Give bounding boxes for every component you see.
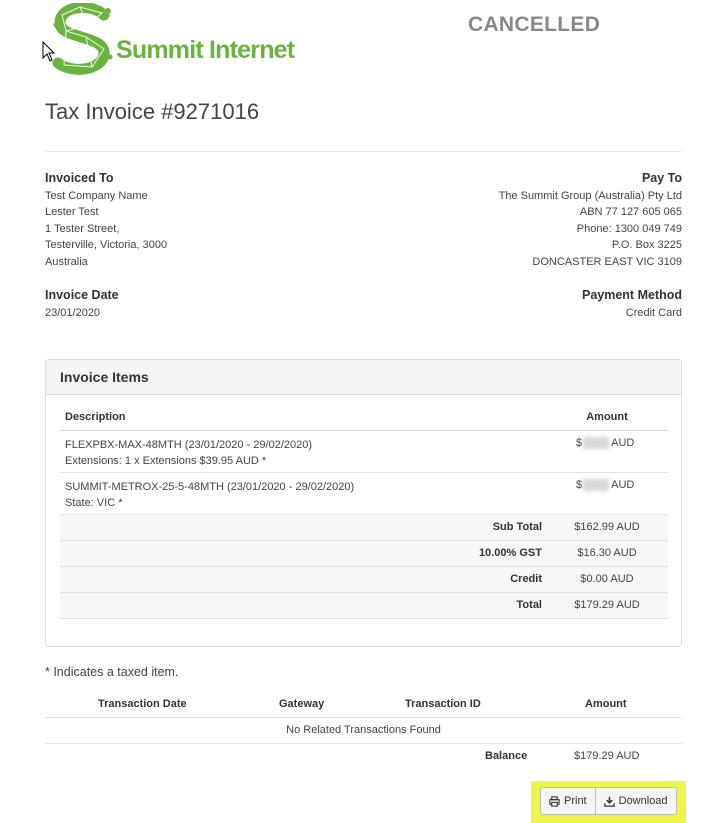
summary-row-total bbox=[60, 593, 668, 619]
pay-to-line: ABN 77 127 605 065 bbox=[579, 206, 682, 219]
transactions-table bbox=[45, 692, 682, 770]
payment-method bbox=[582, 287, 682, 321]
summary-value: $16.30 AUD bbox=[577, 547, 637, 559]
table-row bbox=[60, 473, 668, 515]
table-header-row bbox=[60, 405, 668, 431]
balance-label: Balance bbox=[485, 750, 528, 762]
pay-to-heading: Pay To bbox=[641, 171, 682, 185]
table-header-row bbox=[45, 692, 682, 718]
download-icon bbox=[604, 796, 615, 807]
invoiced-to-line: Test Company Name bbox=[45, 190, 148, 202]
invoiced-to-line: Australia bbox=[45, 255, 88, 268]
column-header-gateway: Gateway bbox=[279, 698, 325, 710]
item-detail: State: VIC * bbox=[65, 497, 123, 509]
brand-name: Summit Internet bbox=[116, 36, 295, 64]
table-row bbox=[45, 718, 682, 744]
invoiced-to-line: 1 Tester Street, bbox=[45, 222, 120, 235]
summary-row-credit bbox=[60, 567, 668, 593]
item-detail: Extensions: 1 x Extensions $39.95 AUD * bbox=[65, 455, 267, 467]
redacted-amount bbox=[583, 437, 609, 449]
title-divider bbox=[45, 151, 682, 152]
action-button-group bbox=[540, 787, 677, 815]
invoice-items-table bbox=[60, 405, 668, 619]
invoice-items-panel bbox=[45, 359, 682, 647]
printer-icon bbox=[549, 796, 560, 807]
item-amount bbox=[576, 437, 654, 449]
summary-value: $162.99 AUD bbox=[574, 521, 640, 533]
pay-to-line: DONCASTER EAST VIC 3109 bbox=[532, 255, 682, 268]
invoice-date-value: 23/01/2020 bbox=[45, 307, 101, 319]
balance-row bbox=[45, 744, 682, 770]
item-amount-suffix: AUD bbox=[611, 437, 635, 449]
invoice-items-heading: Invoice Items bbox=[46, 360, 681, 395]
column-header-transaction-id: Transaction ID bbox=[405, 698, 481, 710]
print-button-label: Print bbox=[564, 795, 587, 807]
item-description bbox=[65, 479, 354, 511]
pay-to bbox=[499, 170, 682, 270]
invoiced-to bbox=[45, 170, 167, 270]
invoice-date bbox=[45, 287, 119, 321]
invoice-status: CANCELLED bbox=[468, 13, 601, 36]
summit-logo-icon bbox=[52, 3, 116, 75]
print-button[interactable] bbox=[540, 787, 596, 815]
invoiced-to-line: Lester Test bbox=[45, 206, 99, 219]
item-amount-prefix: $ bbox=[576, 437, 583, 449]
summary-value: $179.29 AUD bbox=[574, 599, 640, 611]
page-title: Tax Invoice #9271016 bbox=[45, 99, 260, 124]
item-name: FLEXPBX-MAX-48MTH (23/01/2020 - 29/02/2020) bbox=[65, 439, 313, 451]
summary-value: $0.00 AUD bbox=[580, 573, 634, 585]
tax-note: * Indicates a taxed item. bbox=[45, 665, 179, 679]
summary-row-subtotal bbox=[60, 515, 668, 541]
empty-transactions-message: No Related Transactions Found bbox=[286, 724, 441, 736]
summit-logo bbox=[52, 3, 312, 75]
item-amount bbox=[576, 479, 654, 491]
payment-method-heading: Payment Method bbox=[581, 288, 682, 302]
payment-method-value: Credit Card bbox=[625, 307, 682, 319]
invoiced-to-heading: Invoiced To bbox=[45, 171, 114, 185]
item-name: SUMMIT-METROX-25-5-48MTH (23/01/2020 - 29/02/2020) bbox=[65, 481, 355, 493]
invoiced-to-line: Testerville, Victoria, 3000 bbox=[45, 239, 168, 252]
download-button[interactable] bbox=[596, 787, 677, 815]
column-header-amount: Amount bbox=[586, 411, 628, 423]
summary-label: Total bbox=[516, 599, 542, 611]
invoice-date-heading: Invoice Date bbox=[45, 288, 119, 302]
pay-to-line: P.O. Box 3225 bbox=[611, 239, 682, 252]
item-amount-suffix: AUD bbox=[611, 479, 635, 491]
mouse-cursor-icon bbox=[42, 41, 56, 63]
summary-label: Sub Total bbox=[492, 521, 542, 533]
redacted-amount bbox=[583, 479, 609, 491]
balance-value: $179.29 AUD bbox=[574, 750, 640, 762]
download-button-label: Download bbox=[618, 795, 668, 807]
table-row bbox=[60, 431, 668, 473]
column-header-amount: Amount bbox=[585, 698, 627, 710]
item-amount-prefix: $ bbox=[576, 479, 583, 491]
pay-to-line: The Summit Group (Australia) Pty Ltd bbox=[498, 190, 682, 202]
column-header-transaction-date: Transaction Date bbox=[98, 698, 187, 710]
item-description bbox=[65, 437, 312, 469]
summary-row-gst bbox=[60, 541, 668, 567]
pay-to-line: Phone: 1300 049 749 bbox=[576, 222, 682, 235]
summary-label: Credit bbox=[510, 573, 542, 585]
summary-label: 10.00% GST bbox=[479, 547, 542, 559]
column-header-description: Description bbox=[65, 411, 126, 423]
